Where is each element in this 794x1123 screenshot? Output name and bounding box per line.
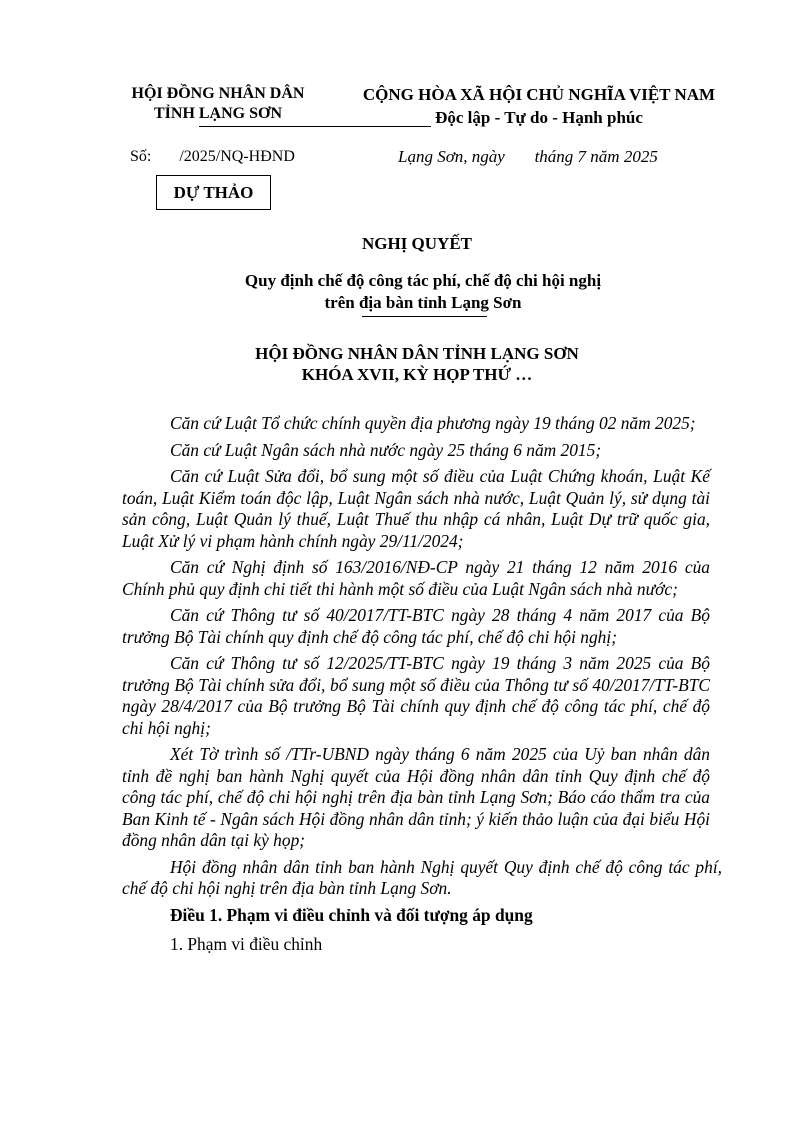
subject-line-1: Quy định chế độ công tác phí, chế độ chi hội nghị	[244, 271, 602, 290]
document-number: Số: /2025/NQ-HĐND	[130, 148, 295, 165]
article-1-clause-1: 1. Phạm vi điều chỉnh	[170, 934, 323, 954]
draft-stamp: DỰ THẢO	[156, 175, 271, 210]
issuer-underline	[199, 126, 248, 127]
council-line-1: HỘI ĐỒNG NHÂN DÂN TỈNH LẠNG SƠN	[255, 344, 579, 363]
preamble-paragraph: Căn cứ Nghị định số 163/2016/NĐ-CP ngày 21 tháng 12 năm 2016 của Chính phủ quy định chi tiết thi hành một số điều của Luật Ngân sách nhà nước;	[122, 557, 710, 599]
issuer-block	[110, 84, 326, 124]
issuer-line-2: TỈNH LẠNG SƠN	[153, 105, 283, 122]
preamble-paragraph: Căn cứ Luật Tổ chức chính quyền địa phương ngày 19 tháng 02 năm 2025;	[170, 413, 696, 433]
nation-block	[350, 84, 728, 128]
issuer-line-1: HỘI ĐỒNG NHÂN DÂN	[131, 85, 305, 102]
preamble-paragraph: Căn cứ Thông tư số 12/2025/TT-BTC ngày 19 tháng 3 năm 2025 của Bộ trưởng Bộ Tài chính sửa đổi, bổ sung một số điều của Thông tư số 40/2017/TT-BTC ngày 28/4/2017 của Bộ trưởng Bộ Tài chính quy định chế độ công tác phí, chế độ chi hội nghị;	[122, 653, 710, 738]
council-heading	[0, 343, 794, 385]
preamble-paragraph: Căn cứ Luật Sửa đổi, bổ sung một số điều của Luật Chứng khoán, Luật Kế toán, Luật Kiểm toán độc lập, Luật Ngân sách nhà nước, Luật Quản lý, sử dụng tài sản công, Luật Quản lý thuế, Luật Thuế thu nhập cá nhân, Luật Dự trữ quốc gia, Luật Xử lý vi phạm hành chính ngày 29/11/2024;	[122, 466, 710, 551]
council-line-2: KHÓA XVII, KỲ HỌP THỨ …	[301, 365, 533, 384]
document-body	[122, 413, 722, 961]
preamble-paragraph: Xét Tờ trình số /TTr-UBND ngày tháng 6 năm 2025 của Uỷ ban nhân dân tỉnh đề nghị ban hành Nghị quyết của Hội đồng nhân dân tỉnh Quy định chế độ công tác phí, chế độ chi hội nghị trên địa bàn tỉnh Lạng Sơn; Báo cáo thẩm tra của Ban Kinh tế - Ngân sách Hội đồng nhân dân tỉnh; ý kiến thảo luận của đại biểu Hội đồng nhân dân tại kỳ họp;	[122, 744, 710, 850]
preamble-paragraph: Hội đồng nhân dân tỉnh ban hành Nghị quyết Quy định chế độ công tác phí, chế độ chi hội nghị trên địa bàn tỉnh Lạng Sơn.	[122, 856, 722, 898]
nation-line-1: CỘNG HÒA XÃ HỘI CHỦ NGHĨA VIỆT NAM	[362, 85, 716, 104]
preamble-paragraph: Căn cứ Luật Ngân sách nhà nước ngày 25 tháng 6 năm 2015;	[170, 439, 602, 460]
subject-underline	[362, 316, 487, 317]
motto-underline	[248, 126, 431, 127]
motto-line: Độc lập - Tự do - Hạnh phúc	[435, 108, 643, 127]
preamble-paragraph: Căn cứ Thông tư số 40/2017/TT-BTC ngày 28 tháng 4 năm 2017 của Bộ trưởng Bộ Tài chính quy định chế độ công tác phí, chế độ chi hội nghị;	[122, 605, 710, 647]
place-date: Lạng Sơn, ngày tháng 7 năm 2025	[398, 147, 658, 166]
document-type: NGHỊ QUYẾT	[361, 234, 473, 253]
subject-line-2: trên địa bàn tỉnh Lạng Sơn	[324, 293, 522, 312]
article-1-heading: Điều 1. Phạm vi điều chỉnh và đối tượng áp dụng	[170, 904, 533, 925]
document-subject	[0, 270, 794, 314]
